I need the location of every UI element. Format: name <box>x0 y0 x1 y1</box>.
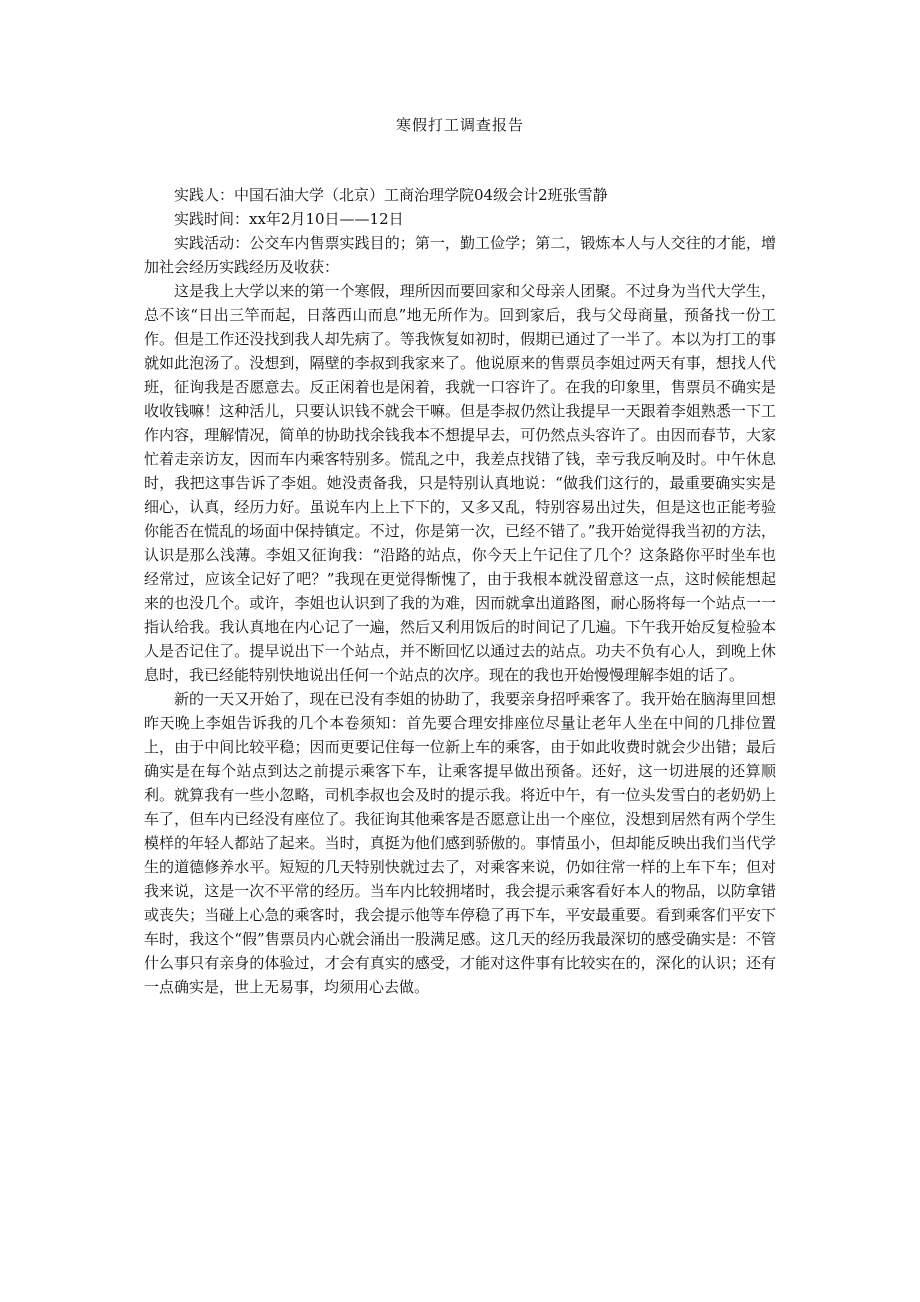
document-body <box>144 183 776 999</box>
practitioner-line: 实践人：中国石油大学（北京）工商治理学院04级会计2班张雪静 <box>174 186 608 204</box>
practice-time-line: 实践时间：xx年2月10日——12日 <box>174 210 404 228</box>
body-paragraph: 新的一天又开始了，现在已没有李姐的协助了，我要亲身招呼乘客了。我开始在脑海里回想昨天晚上李姐告诉我的几个本卷须知：首先要合理安排座位尽量让老年人坐在中间的几排位置上，由于中间比较平稳；因而更要记住每一位新上车的乘客，由于如此收费时就会少出错；最后确实是在每个站点到达之前提示乘客下车，让乘客提早做出预备。还好，这一切进展的还算顺利。就算我有一些小忽略，司机李叔也会及时的提示我。将近中午，有一位头发雪白的老奶奶上车了，但车内已经没有座位了。我征询其他乘客是否愿意让出一个座位，没想到居然有两个学生模样的年轻人都站了起来。当时，真挺为他们感到骄傲的。事情虽小，但却能反映出我们当代学生的道德修养水平。短短的几天特别快就过去了，对乘客来说，仍如往常一样的上车下车；但对我来说，这是一次不平常的经历。当车内比较拥堵时，我会提示乘客看好本人的物品，以防拿错或丧失；当碰上心急的乘客时，我会提示他等车停稳了再下车，平安最重要。看到乘客们平安下车时，我这个“假”售票员内心就会涌出一股满足感。这几天的经历我最深切的感受确实是：不管什么事只有亲身的体验过，才会有真实的感受，才能对这件事有比较实在的，深化的认识；还有一点确实是，世上无易事，均须用心去做。 <box>144 690 776 996</box>
body-paragraph: 这是我上大学以来的第一个寒假，理所因而要回家和父母亲人团聚。不过身为当代大学生，总不该“日出三竿而起，日落西山而息”地无所作为。回到家后，我与父母商量，预备找一份工作。但是工作还没找到我人却先病了。等我恢复如初时，假期已通过了一半了。本以为打工的事就如此泡汤了。没想到，隔壁的李叔到我家来了。他说原来的售票员李姐过两天有事，想找人代班，征询我是否愿意去。反正闲着也是闲着，我就一口容许了。在我的印象里，售票员不确实是收收钱嘛！这种活儿，只要认识钱不就会干嘛。但是李叔仍然让我提早一天跟着李姐熟悉一下工作内容，理解情况，简单的协助找余钱我本不想提早去，可仍然点头容许了。由因而春节，大家忙着走亲访友，因而车内乘客特别多。慌乱之中，我差点找错了钱，幸亏我反响及时。中午休息时，我把这事告诉了李姐。她没责备我，只是特别认真地说：“做我们这行的，最重要确实实是细心，认真，经历力好。虽说车内上上下下的，又多又乱，特别容易出过失，但是这也正能考验你能否在慌乱的场面中保持镇定。不过，你是第一次，已经不错了。”我开始觉得我当初的方法，认识是那么浅薄。李姐又征询我：“沿路的站点，你今天上午记住了几个？这条路你平时坐车也经常过，应该全记好了吧？”我现在更觉得惭愧了，由于我根本就没留意这一点，这时候能想起来的也没几个。或许，李姐也认识到了我的为难，因而就拿出道路图，耐心肠将每一个站点一一指认给我。我认真地在内心记了一遍，然后又利用饭后的时间记了几遍。下午我开始反复检验本人是否记住了。提早说出下一个站点，并不断回忆以通过去的站点。功夫不负有心人，到晚上休息时，我已经能特别快地说出任何一个站点的次序。现在的我也开始慢慢理解李姐的话了。 <box>144 282 776 684</box>
practice-activity-paragraph: 实践活动：公交车内售票实践目的；第一，勤工俭学；第二，锻炼本人与人交往的才能，增加社会经历实践经历及收获： <box>144 234 776 276</box>
document-title: 寒假打工调查报告 <box>395 116 524 134</box>
